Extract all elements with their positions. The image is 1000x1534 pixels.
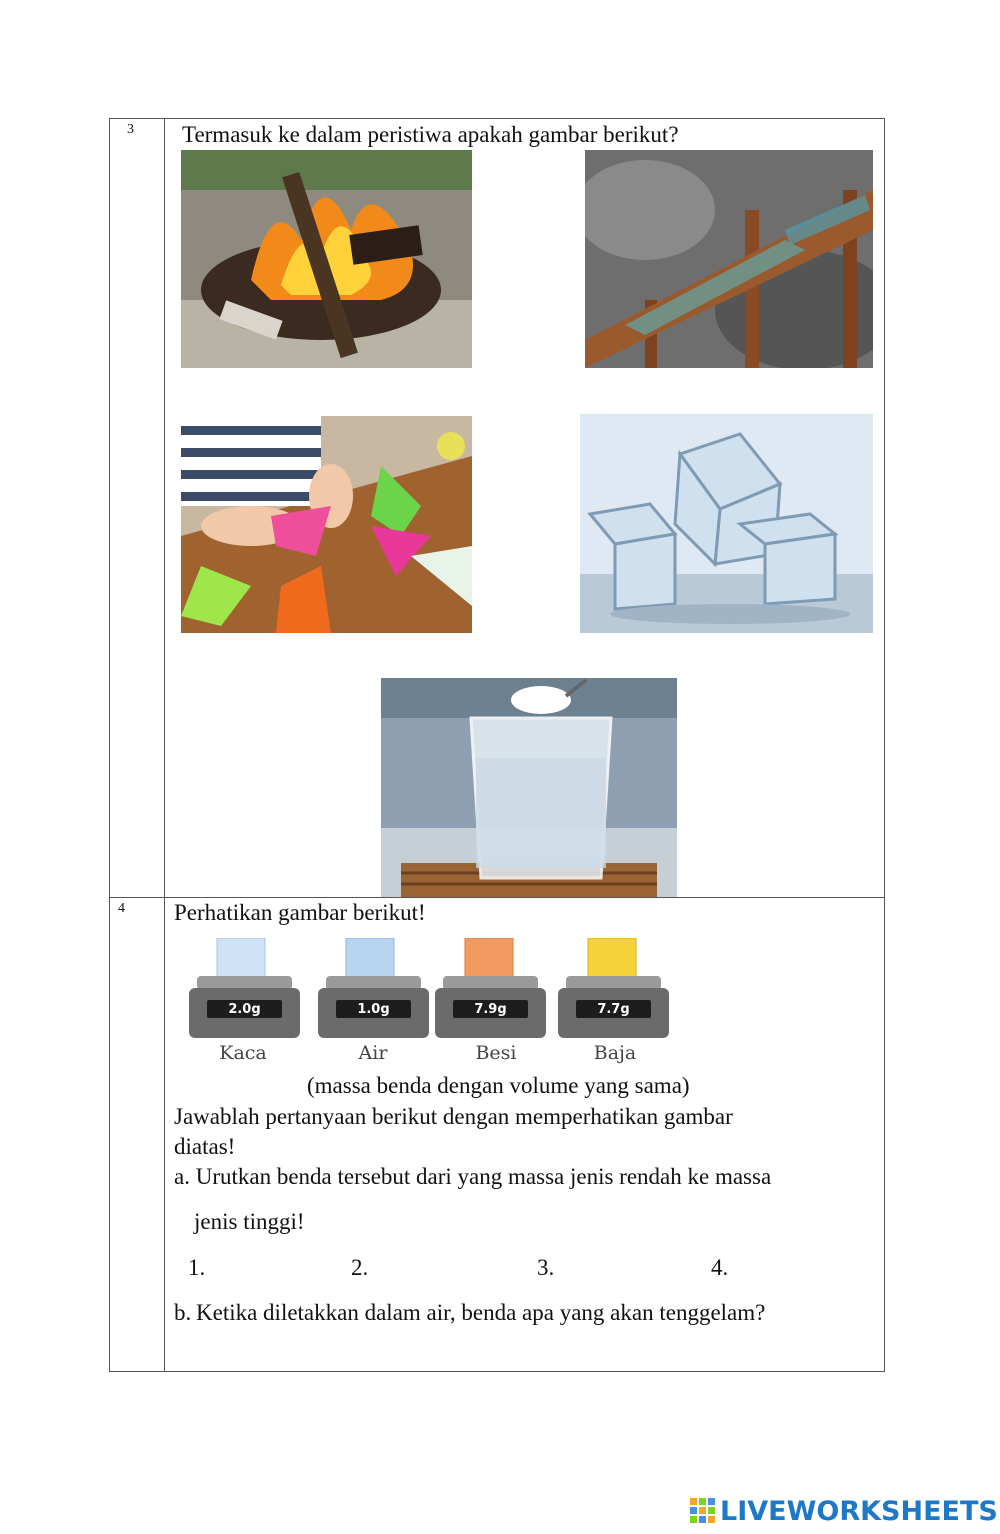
sugar-dissolving-photo	[381, 678, 677, 897]
brand-name: LIVEWORKSHEETS	[720, 1495, 998, 1527]
question-b-prefix: b.	[174, 1300, 192, 1325]
ice-cubes-photo	[580, 414, 873, 633]
origami-folding-photo	[181, 416, 472, 633]
scale-label: Besi	[475, 1042, 517, 1064]
scale-readout: 1.0g	[357, 1002, 390, 1017]
scale-kaca	[187, 938, 302, 1048]
instruction-line-1: Jawablah pertanyaan berikut dengan memperhatikan gambar	[174, 1104, 733, 1129]
liveworksheets-logo[interactable]	[690, 1494, 998, 1528]
row-divider	[109, 897, 885, 898]
column-divider	[164, 118, 165, 1372]
question-a-line-1: a. Urutkan benda tersebut dari yang massa jenis rendah ke massa	[174, 1164, 772, 1189]
scale-baja	[556, 938, 671, 1048]
answer-slot-4[interactable]: 4.	[711, 1255, 729, 1280]
scale-readout: 7.7g	[597, 1002, 630, 1017]
question-4-prompt: Perhatikan gambar berikut!	[174, 900, 426, 925]
instruction-line-2: diatas!	[174, 1134, 236, 1159]
liveworksheets-grid-icon	[690, 1498, 716, 1524]
scale-readout: 7.9g	[474, 1002, 507, 1017]
answer-slot-1[interactable]: 1.	[188, 1255, 206, 1280]
scale-readout: 2.0g	[228, 1002, 261, 1017]
campfire-photo	[181, 150, 472, 368]
question-3-number: 3	[127, 122, 134, 137]
question-4-number: 4	[118, 901, 125, 916]
question-a-line-2: jenis tinggi!	[194, 1209, 305, 1234]
scales-caption: (massa benda dengan volume yang sama)	[307, 1073, 690, 1098]
scale-label: Baja	[593, 1042, 637, 1064]
scale-air	[316, 938, 431, 1048]
answer-slot-2[interactable]: 2.	[351, 1255, 369, 1280]
scale-label: Kaca	[219, 1042, 267, 1064]
scale-besi	[433, 938, 548, 1048]
question-b: Ketika diletakkan dalam air, benda apa yang akan tenggelam?	[196, 1300, 766, 1325]
scale-label: Air	[358, 1042, 388, 1064]
rusty-railing-photo	[585, 150, 873, 368]
question-3-prompt: Termasuk ke dalam peristiwa apakah gambar berikut?	[182, 122, 679, 147]
answer-slot-3[interactable]: 3.	[537, 1255, 555, 1280]
